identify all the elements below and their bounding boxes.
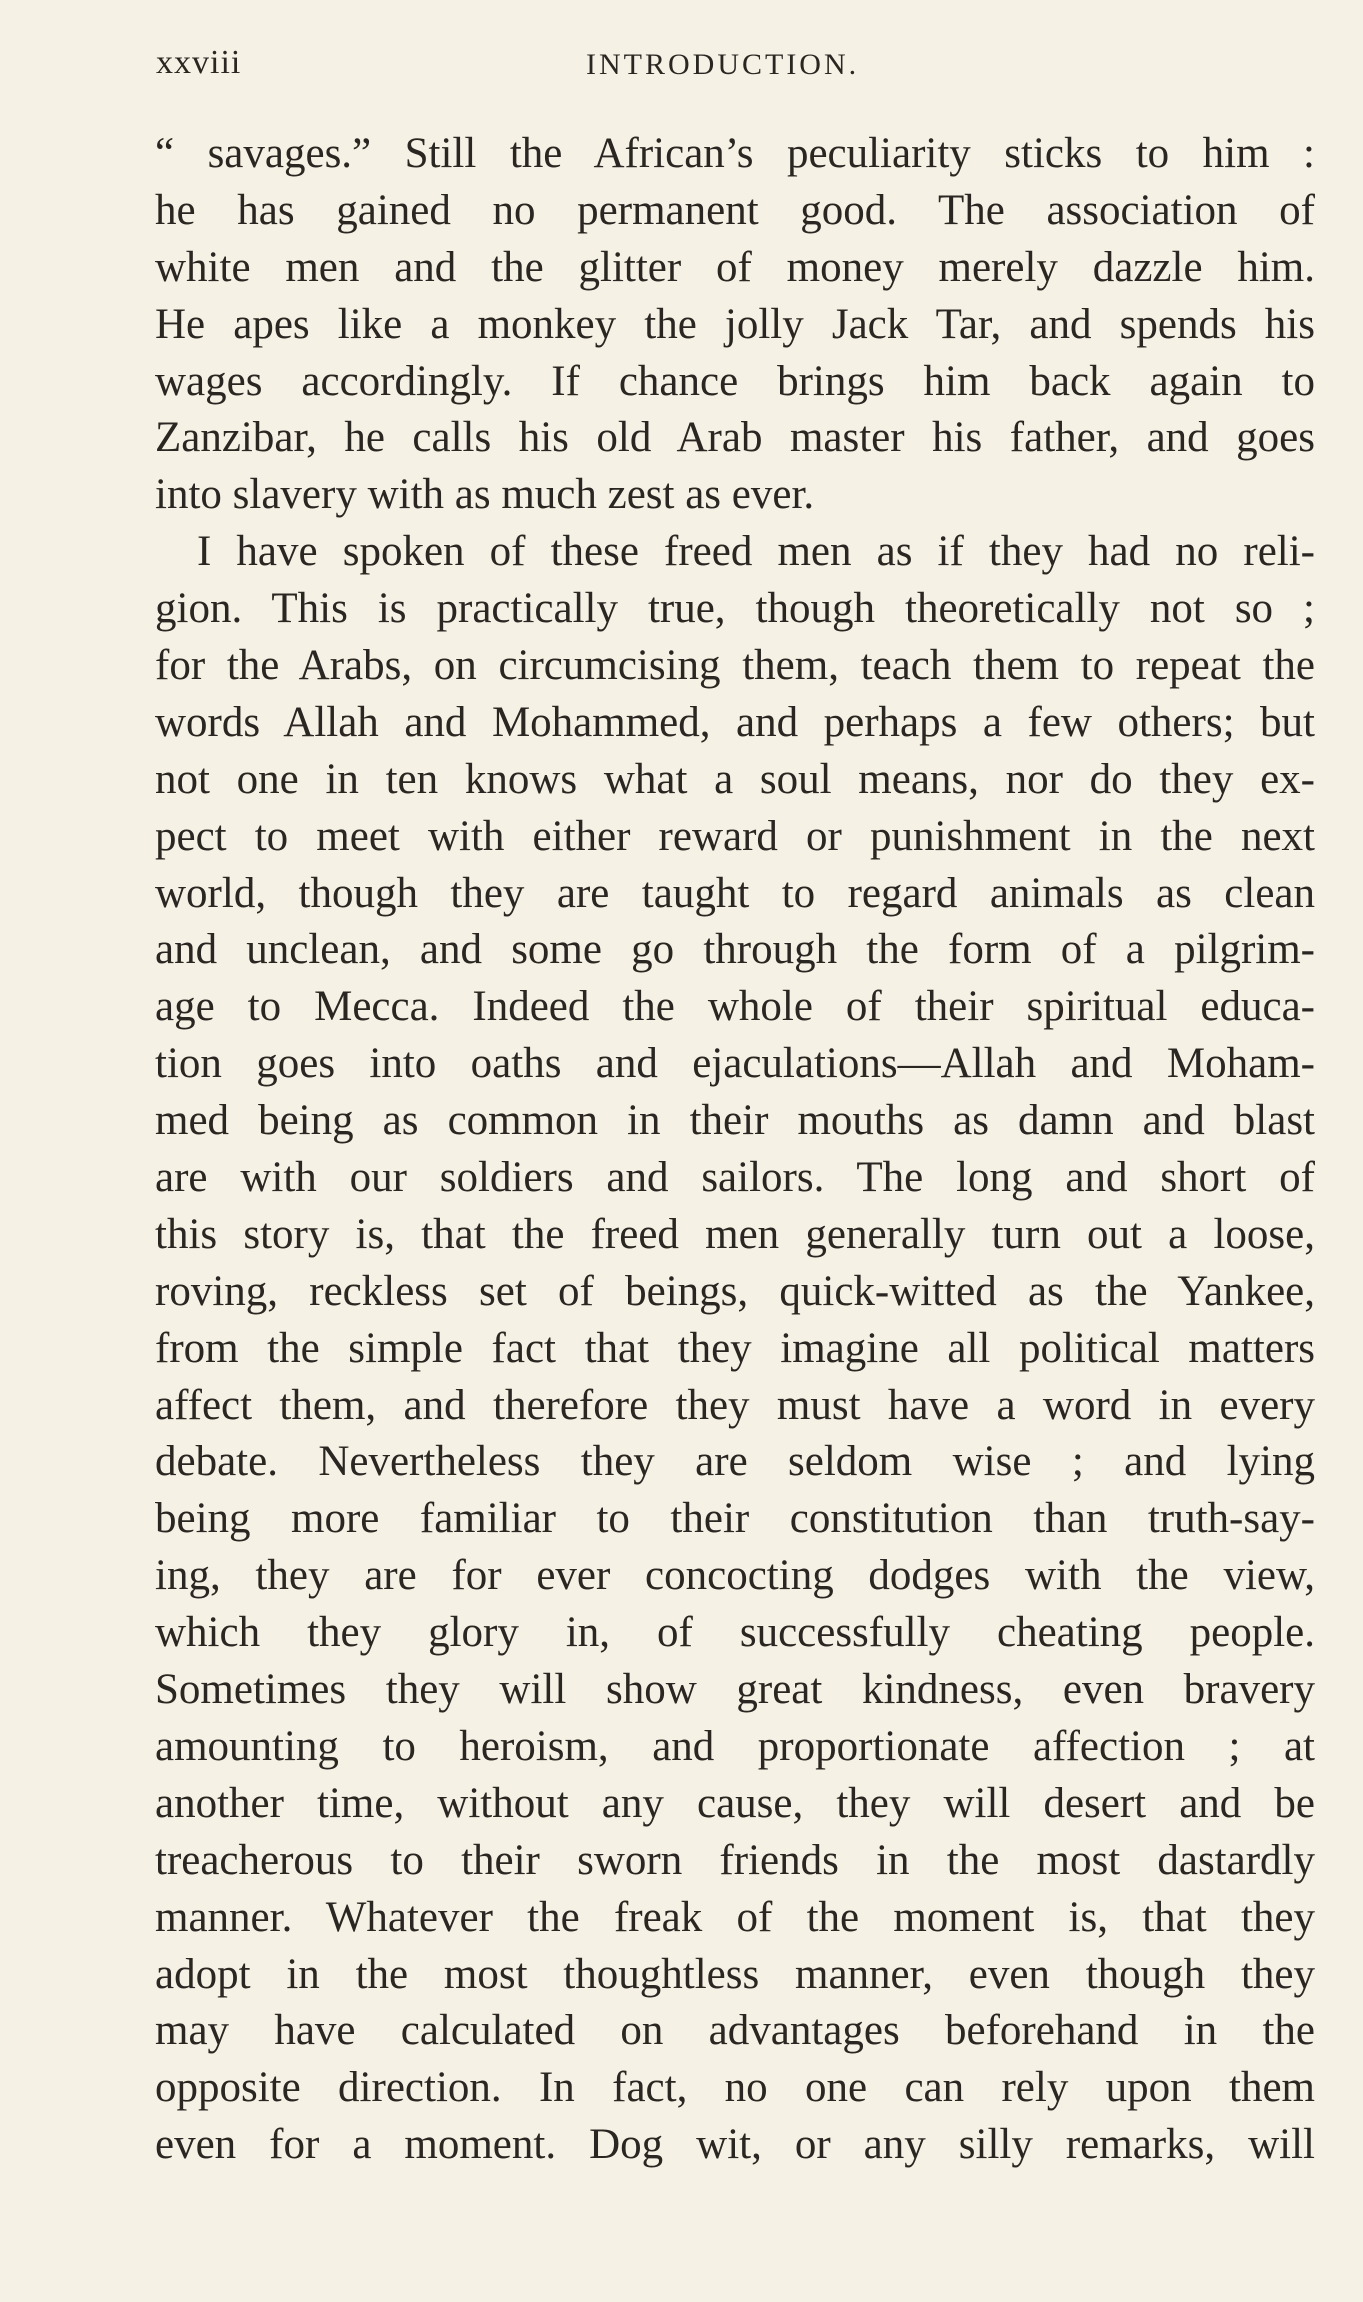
- text-line: adopt in the most thoughtless manner, even though they: [155, 1950, 1315, 1998]
- text-line: white men and the glitter of money merely dazzle him.: [155, 243, 1315, 291]
- text-line: roving, reckless set of beings, quick-witted as the Yankee,: [155, 1267, 1315, 1315]
- text-line: age to Mecca. Indeed the whole of their spiritual educa-: [155, 983, 1315, 1031]
- text-line: which they glory in, of successfully cheating people.: [155, 1609, 1315, 1657]
- text-line: words Allah and Mohammed, and perhaps a few others; but: [155, 698, 1315, 746]
- text-line: being more familiar to their constitution than truth-say-: [155, 1495, 1315, 1543]
- text-line: affect them, and therefore they must have a word in every: [155, 1381, 1315, 1429]
- page-number: xxviii: [156, 44, 242, 81]
- text-line: for the Arabs, on circumcising them, teach them to repeat the: [155, 642, 1315, 690]
- text-line: ing, they are for ever concocting dodges with the view,: [155, 1552, 1315, 1600]
- text-line: not one in ten knows what a soul means, nor do they ex-: [155, 755, 1315, 803]
- text-line: amounting to heroism, and proportionate affection ; at: [155, 1722, 1315, 1770]
- text-line: may have calculated on advantages beforehand in the: [155, 2007, 1315, 2055]
- text-line: debate. Nevertheless they are seldom wise ; and lying: [155, 1438, 1315, 1486]
- text-line: are with our soldiers and sailors. The long and short of: [155, 1154, 1315, 1202]
- page-header: [156, 44, 1316, 94]
- text-line: another time, without any cause, they will desert and be: [155, 1779, 1315, 1827]
- running-head: INTRODUCTION.: [586, 48, 860, 81]
- text-line: even for a moment. Dog wit, or any silly remarks, will: [155, 2121, 1315, 2169]
- text-line: med being as common in their mouths as damn and blast: [155, 1097, 1315, 1145]
- body-text: [155, 126, 1315, 2174]
- text-line: he has gained no permanent good. The association of: [155, 186, 1315, 234]
- text-line: “ savages.” Still the African’s peculiarity sticks to him :: [155, 130, 1315, 177]
- text-line: gion. This is practically true, though theoretically not so ;: [155, 585, 1315, 633]
- text-line: and unclean, and some go through the form of a pilgrim-: [155, 926, 1315, 974]
- text-line: I have spoken of these freed men as if they had no reli-: [197, 528, 1315, 576]
- text-line: manner. Whatever the freak of the moment is, that they: [155, 1893, 1315, 1941]
- text-line: treacherous to their sworn friends in the most dastardly: [155, 1836, 1315, 1884]
- text-line: wages accordingly. If chance brings him back again to: [155, 357, 1315, 405]
- text-line: Zanzibar, he calls his old Arab master his father, and goes: [155, 414, 1315, 462]
- text-line: from the simple fact that they imagine all political matters: [155, 1324, 1315, 1372]
- text-line: tion goes into oaths and ejaculations—Allah and Moham-: [155, 1040, 1315, 1088]
- text-line: this story is, that the freed men generally turn out a loose,: [155, 1210, 1315, 1258]
- text-line: world, though they are taught to regard animals as clean: [155, 869, 1315, 917]
- text-line: Sometimes they will show great kindness, even bravery: [155, 1666, 1315, 1714]
- text-line: opposite direction. In fact, no one can rely upon them: [155, 2064, 1315, 2112]
- text-line: He apes like a monkey the jolly Jack Tar, and spends his: [155, 300, 1315, 348]
- text-line: into slavery with as much zest as ever.: [155, 471, 815, 519]
- text-line: pect to meet with either reward or punishment in the next: [155, 812, 1315, 860]
